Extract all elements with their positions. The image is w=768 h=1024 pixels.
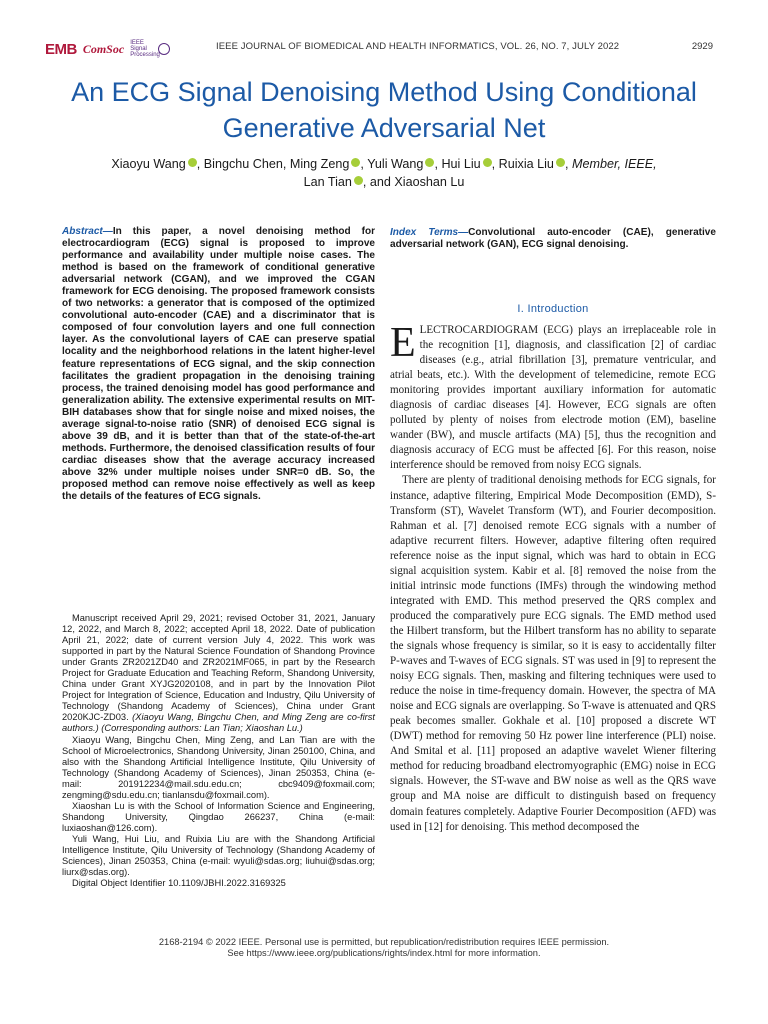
index-terms-text: Convolutional auto-encoder (CAE), generative adversarial network (GAN), ECG signal denoising. <box>390 227 716 251</box>
emb-logo: EMB <box>45 40 77 58</box>
paper-title: An ECG Signal Denoising Method Using Conditional Generative Adversarial Net <box>71 77 697 143</box>
author-name: Ming Zeng <box>289 157 350 171</box>
paragraph: ELECTROCARDIOGRAM (ECG) plays an irreplaceable role in the recognition [1], diagnosis, and classification [2] of cardiac diseases (e.g., atrial fibrillation [3], premature ventricular, and atrial beats, etc.). With the development of telemedicine, remote ECG monitoring provides important auxiliary information for automatic diagnosis of cardiac diseases [4]. However, ECG signals are often polluted by plenty of noises from electrode motion (EM), baseline wander (BW), and muscle artifacts (MA) [5], thus the recognition and diagnosis accuracy of ECG must be affected [6]. For this reason, noise interference should be removed from noisy ECG signals. <box>390 320 716 472</box>
page-number: 2929 <box>691 41 713 52</box>
drop-cap: E <box>390 320 416 366</box>
section-heading: I. Introduction <box>517 303 589 315</box>
abstract-text: In this paper, a novel denoising method for electrocardiogram (ECG) signal is proposed to improve performance and availability under multiple noise cases. The method is based on the framework of conditional generative adversarial network (CGAN), and we improved the CGAN framework for ECG denoising. The proposed framework consists of two networks: a generator that is composed of the optimized convolutional auto-encoder (CAE) and a discriminator that is composed of four convolution layers and one full connection layer. As the convolutional layers of CAE can preserve spatial locality and the neighborhood relations in the latent higher-level feature representations of ECG signal, and the skip connection facilitates the gradient propagation in the denoising training process, the trained denoising model has good performance and generalization ability. The extensive experimental results on MIT-BIH databases show that for single noise and mixed noises, the average signal-to-noise ratio (SNR) of denoised ECG signal is above 39 dB, and it is better than that of the state-of-the-art methods. Furthermore, the denoised classification results of four cardiac diseases show that the average accuracy increased above 32% under multiple noises under SNR=0 dB. So, the proposed method can remove noise effectively as well as keep the details of the features of ECG signals. <box>62 226 375 503</box>
author-name: Xiaoshan Lu <box>394 175 465 189</box>
running-header <box>45 38 713 64</box>
orcid-icon[interactable] <box>351 158 360 167</box>
society-logos <box>45 40 170 58</box>
introduction-body <box>390 320 716 835</box>
comsoc-logo: ComSoc <box>82 41 125 56</box>
author-list: Xiaoyu Wang , Bingchu Chen, Ming Zeng , Yuli Wang , Hui Liu , Ruixia Liu , Member, IEEE, Lan Tian , and Xiaoshan Lu <box>111 157 657 189</box>
author-name: Lan Tian <box>303 175 352 189</box>
affiliation-note: Yuli Wang, Hui Liu, and Ruixia Liu are with the Shandong Artificial Intelligence Institute, Qilu University of Technology (Shandong Academy of Sciences), Jinan 250353, China (e-mail: wyuli@sdas.org; liuhui@sdas.org; liurx@sdas.org). <box>62 833 375 878</box>
signal-processing-logo: IEEE Signal Processing <box>130 40 170 58</box>
member-designation: Member, IEEE, <box>571 157 657 171</box>
affiliation-note: Xiaoyu Wang, Bingchu Chen, Ming Zeng, and Lan Tian are with the School of Microelectronics, Shandong University, Jinan 250100, China, and also with the Shandong Artificial Intelligence Institute, Qilu University of Technology (Shandong Academy of Sciences), Jinan 250353, China (e-mail: 201912234@mail.sdu.edu.cn; cbc9409@foxmail.com; zengming@sdu.edu.cn; tianlansdu@foxmail.com). <box>62 734 375 800</box>
footnote <box>62 613 375 889</box>
copyright-notice: 2168-2194 © 2022 IEEE. Personal use is permitted, but republication/redistribution requires IEEE permission. See https://www.ieee.org/publications/rights/index.html for more information. <box>158 937 610 958</box>
orcid-icon[interactable] <box>354 176 363 185</box>
author-name: Xiaoyu Wang <box>111 157 186 171</box>
affiliation-note: Xiaoshan Lu is with the School of Information Science and Engineering, Shandong University, Qingdao 266237, China (e-mail: luxiaoshan@126.com). <box>62 800 375 833</box>
journal-name: IEEE JOURNAL OF BIOMEDICAL AND HEALTH INFORMATICS, VOL. 26, NO. 7, JULY 2022 <box>216 41 620 52</box>
abstract-heading: Abstract <box>62 226 103 237</box>
author-separator: , and <box>362 175 395 189</box>
orcid-icon[interactable] <box>188 158 197 167</box>
doi-note: Digital Object Identifier 10.1109/JBHI.2022.3169325 <box>72 878 286 889</box>
author-name: Bingchu Chen <box>203 157 283 171</box>
orcid-icon[interactable] <box>425 158 434 167</box>
signal-processing-icon <box>158 43 170 55</box>
index-terms-heading: Index Terms <box>390 227 459 238</box>
orcid-icon[interactable] <box>556 158 565 167</box>
author-name: Ruixia Liu <box>498 157 554 171</box>
abstract: Abstract—In this paper, a novel denoising method for electrocardiogram (ECG) signal is proposed to improve performance and availability under multiple noise cases. The method is based on the framework of conditional generative adversarial network (CGAN), and we improved the CGAN framework for ECG denoising. The proposed framework consists of two networks: a generator that is composed of the optimized convolutional auto-encoder (CAE) and a discriminator that is composed of four convolution layers and one full connection layer. As the convolutional layers of CAE can preserve spatial locality and the neighborhood relations in the latent higher-level feature representations of ECG signal, and the skip connection facilitates the gradient propagation in the denoising training process, the trained denoising model has good performance and generalization ability. The extensive experimental results on MIT-BIH databases show that for single noise and mixed noises, the average signal-to-noise ratio (SNR) of denoised ECG signal is above 39 dB, and it is better than that of the state-of-the-art methods. Furthermore, the denoised classification results of four cardiac diseases show that the average accuracy increased above 32% under multiple noises under SNR=0 dB. So, the proposed method can remove noise effectively as well as keep the details of the features of ECG signals. <box>62 226 375 503</box>
paragraph: There are plenty of traditional denoising methods for ECG signals, for instance, adaptive filtering, Empirical Mode Decomposition (EMD), S-Transform (ST), Wavelet Transform (WT), and Fourier decomposition. Rahman et al. [7] denoised remote ECG signals with a number of adaptive recurrent filters. However, adaptive filtering often required reference noise as the input signal, which was hard to obtain in ECG signal acquisition system. Kabir et al. [8] removed the noise from the initial intrinsic mode functions (IMFs) through the windowing method integrated with EMD. This method preserved the QRS complex and produced the comparatively pure ECG signals. The EMD method used the Hilbert transform, but the Hilbert transform has no ability to separate the signals whose frequency is similar, so it is easy to accidentally filter P-waves and T-waves of ECG signals. ST was used in [9] to represent the noisy ECG signals. Then, masking and filtering techniques were used to reduce the noise in time-frequency domain. However, the spectra of MA noise and ECG signals are overlapping. So T-wave is attenuated and QRS peak becomes smaller. Gokhale et al. [10] proposed a discrete WT (DWT) method for removing 50 Hz power line interference (PLI) noise. And Smital et al. [11] proposed an adaptive wavelet Wiener filtering method for reducing broadband electromyographic (EMG) noise in ECG signals. However, the ST-wave and BW noise as well as the QRS wave group and MA noise are difficult to distinguish based on frequency domain features completely. Adaptive Fourier Decomposition (AFD) was used in [12] for denoising. This method decomposed the <box>390 474 716 833</box>
index-terms: Index Terms—Convolutional auto-encoder (CAE), generative adversarial network (GAN), ECG signal denoising. <box>390 227 716 251</box>
author-name: Yuli Wang <box>367 157 424 171</box>
author-name: Hui Liu <box>441 157 481 171</box>
orcid-icon[interactable] <box>483 158 492 167</box>
manuscript-note: Manuscript received April 29, 2021; revised October 31, 2021, January 12, 2022, and March 8, 2022; accepted April 18, 2022. Date of publication April 21, 2022; date of current version July 4, 2022. This work was supported in part by the Natural Science Foundation of Shandong Province under Grants ZR2021ZD40 and ZR2021MF065, in part by the Research Project for Graduate Education and Teaching Reform, Shandong University, China under Grant XYJG2020108, and in part by the Innovation Pilot Project for Integration of Science, Education and Industry, Qilu University of Technology (Shandong Academy of Sciences), China under Grant 2020KJC-ZD03. (Xiaoyu Wang, Bingchu Chen, and Ming Zeng are co-first authors.) (Corresponding authors: Lan Tian; Xiaoshan Lu.) <box>62 613 375 734</box>
